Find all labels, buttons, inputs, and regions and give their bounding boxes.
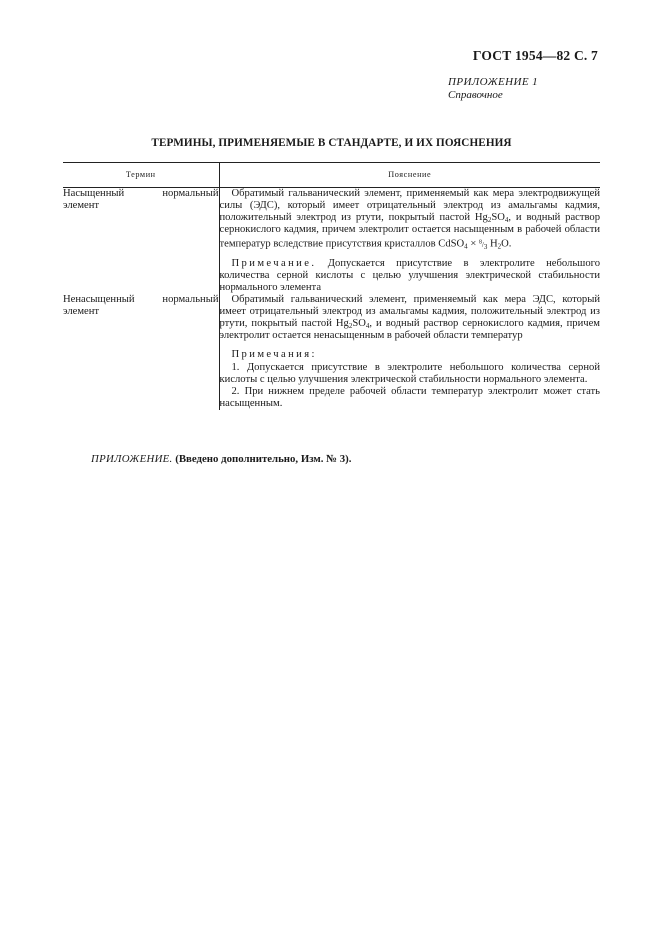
amendment-label: ПРИЛОЖЕНИЕ. bbox=[91, 453, 173, 465]
appendix-subtitle: Справочное bbox=[448, 89, 503, 101]
column-header-term: Термин bbox=[63, 163, 219, 188]
amendment-text: (Введено дополнительно, Изм. № 3). bbox=[172, 453, 352, 465]
terms-table bbox=[63, 162, 600, 410]
definition-note-item: 2. При нижнем пределе рабочей области температур электролит может стать насыщенным. bbox=[219, 385, 600, 409]
appendix-title: ПРИЛОЖЕНИЕ 1 bbox=[448, 76, 539, 88]
definition-cell bbox=[219, 294, 600, 410]
table-row bbox=[63, 188, 600, 295]
definition-note-item: 1. Допускается присутствие в электролите небольшого количества серной кислоты с целью улучшения электрической стабильности нормального элемента. bbox=[219, 361, 600, 385]
table-header-row bbox=[63, 163, 600, 188]
document-code: ГОСТ 1954—82 С. 7 bbox=[472, 48, 598, 63]
definition-text: Обратимый гальванический элемент, применяемый как мера электродвижущей силы (ЭДС), который имеет отрицательный электрод из амальгамы кадмия, положительный электрод из ртути, покрытый пастой $Hg_2SO_4$, и водный раствор сернокислого кадмия, причем электролит остается насыщенным в рабочей области температур вследствие присутствия кристаллов CdSO$_4$ × $^8/_3$ $H_2O$. bbox=[219, 188, 600, 251]
page-title: ТЕРМИНЫ, ПРИМЕНЯЕМЫЕ В СТАНДАРТЕ, И ИХ ПОЯСНЕНИЯ bbox=[151, 137, 512, 149]
term-cell: Ненасыщенный нормальный элемент bbox=[63, 294, 219, 318]
term-cell: Насыщенный нормальный элемент bbox=[63, 188, 219, 212]
definition-note: Примечание. Допускается присутствие в электролите небольшого количества серной кислоты с целью улучшения электрической стабильности нормального элемента bbox=[219, 257, 600, 293]
column-header-definition: Пояснение bbox=[219, 163, 600, 188]
definition-text: Обратимый гальванический элемент, применяемый как мера ЭДС, который имеет отрицательный электрод из амальгамы кадмия, положительный электрод из ртути, покрытый пастой $Hg_2SO_4$, и водный раствор сернокислого кадмия, причем электролит остается ненасыщенным в рабочей области температур bbox=[219, 294, 600, 342]
table-row bbox=[63, 294, 600, 410]
definition-cell bbox=[219, 188, 600, 295]
amendment-note bbox=[91, 453, 351, 465]
definition-notes-heading: Примечания: bbox=[231, 349, 317, 361]
appendix-label bbox=[448, 76, 598, 102]
